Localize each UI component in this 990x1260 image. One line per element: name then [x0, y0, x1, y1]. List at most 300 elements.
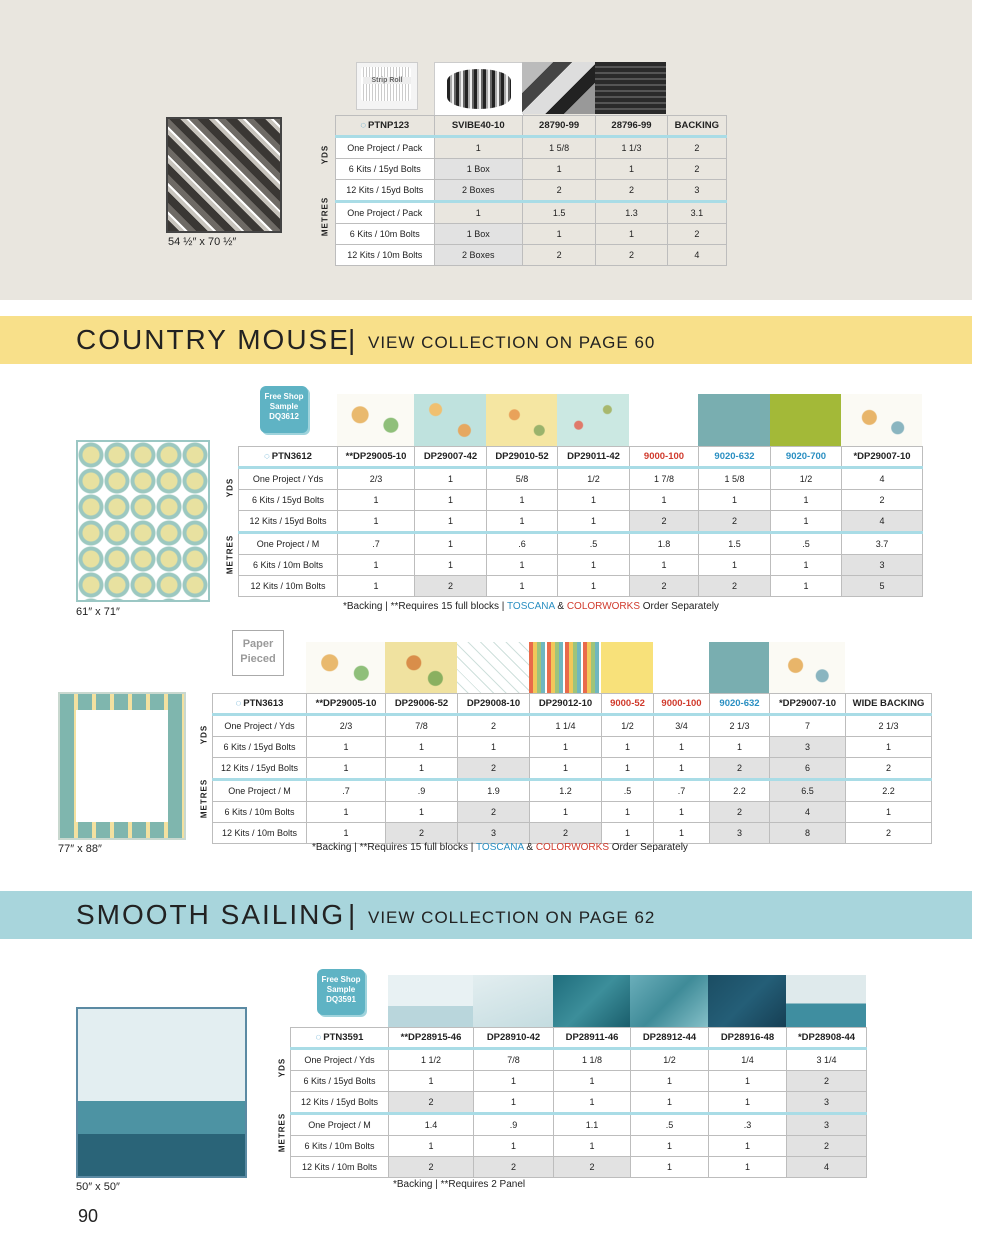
- table-cell: 1: [307, 758, 386, 780]
- table-cell: 1: [631, 1092, 709, 1114]
- table-cell: 2: [474, 1157, 554, 1178]
- fabric-code: DP28916-48: [709, 1028, 787, 1049]
- table-cell: 8: [770, 823, 846, 844]
- row-label: 12 Kits / 10m Bolts: [213, 823, 307, 844]
- tag-line: Pieced: [240, 653, 276, 665]
- table-cell: 2: [530, 823, 602, 844]
- table-note: [343, 601, 719, 612]
- quilt-image: [166, 117, 282, 233]
- strip-roll-tag: [356, 62, 418, 110]
- row-label: 12 Kits / 10m Bolts: [291, 1157, 389, 1178]
- table-row: [239, 468, 923, 490]
- table-cell: 1: [709, 1157, 787, 1178]
- table-cell: 1 1/2: [389, 1049, 474, 1071]
- title-separator: |: [348, 324, 356, 355]
- table-cell: 1 7/8: [630, 468, 699, 490]
- table-cell: 1/2: [602, 715, 654, 737]
- table-cell: 1 1/4: [530, 715, 602, 737]
- table-cell: 1.2: [530, 780, 602, 802]
- row-label: 6 Kits / 15yd Bolts: [213, 737, 307, 758]
- table-cell: 5: [842, 576, 923, 597]
- table-cell: 1: [386, 802, 458, 823]
- row-label: One Project / M: [213, 780, 307, 802]
- section-header: [0, 316, 972, 364]
- table-cell: 1: [338, 555, 415, 576]
- note-text: Order Separately: [609, 842, 688, 853]
- yds-label: YDS: [277, 1057, 287, 1078]
- note-text: Order Separately: [640, 601, 719, 612]
- fabric-swatch: [557, 394, 629, 446]
- pattern-number: PTN3591: [323, 1032, 364, 1043]
- table-cell: 1: [654, 823, 710, 844]
- table-cell: 1: [522, 159, 595, 180]
- table-cell: 1: [554, 1071, 631, 1092]
- table-cell: 1: [307, 802, 386, 823]
- table-cell: 1: [474, 1136, 554, 1157]
- table-cell: 4: [787, 1157, 867, 1178]
- table-row: [213, 823, 932, 844]
- table-cell: 1: [699, 490, 771, 511]
- table-cell: 2: [710, 758, 770, 780]
- note-toscana: TOSCANA: [506, 601, 555, 612]
- strip-roll-label: Strip Roll: [363, 77, 411, 84]
- pattern-icon: ◌: [264, 451, 270, 462]
- section-title: SMOOTH SAILING: [76, 899, 346, 930]
- table-cell: 2.2: [710, 780, 770, 802]
- table-cell: 1.4: [389, 1114, 474, 1136]
- table-cell: 2: [554, 1157, 631, 1178]
- table-row: [336, 180, 727, 202]
- pattern-icon: ◌: [235, 698, 242, 709]
- table-row: [239, 490, 923, 511]
- fabric-code: SVIBE40-10: [434, 116, 522, 137]
- fabric-swatch: [769, 642, 845, 694]
- tag-line: Paper: [242, 638, 274, 650]
- table-cell: 1.3: [596, 202, 667, 224]
- table-row: [336, 159, 727, 180]
- fabric-code: 9000-100: [654, 694, 710, 715]
- row-label: One Project / M: [291, 1114, 389, 1136]
- table-cell: 1: [386, 758, 458, 780]
- table-cell: 1 1/8: [554, 1049, 631, 1071]
- table-row: [239, 511, 923, 533]
- table-cell: 1: [522, 224, 595, 245]
- fabric-code: 9020-632: [710, 694, 770, 715]
- fabric-swatch: [770, 394, 841, 446]
- section-header: [0, 891, 972, 939]
- table-cell: 1: [771, 511, 842, 533]
- pattern-code: [336, 116, 435, 137]
- table-note: *Backing | **Requires 2 Panel: [393, 1179, 526, 1190]
- table-row: [336, 224, 727, 245]
- fabric-swatch: [653, 642, 709, 694]
- table-cell: 1: [709, 1092, 787, 1114]
- table-cell: 2: [458, 715, 530, 737]
- fabric-swatch: [457, 642, 529, 694]
- fabric-swatch: [434, 62, 524, 116]
- fabric-code: **DP29005-10: [307, 694, 386, 715]
- table-cell: 1: [415, 555, 487, 576]
- table-row: [213, 780, 932, 802]
- table-cell: 1: [530, 802, 602, 823]
- table-cell: 3: [770, 737, 846, 758]
- row-label: One Project / Yds: [213, 715, 307, 737]
- fabric-swatch: [385, 642, 457, 694]
- pattern-number: PTNP123: [367, 120, 410, 131]
- quilt-size: 77″ x 88″: [58, 843, 102, 855]
- yds-label: YDS: [225, 477, 235, 498]
- metres-label: METRES: [199, 778, 209, 819]
- table-cell: 1.5: [699, 533, 771, 555]
- table-cell: 2: [458, 758, 530, 780]
- table-cell: 1: [338, 576, 415, 597]
- table-cell: 1: [709, 1136, 787, 1157]
- row-label: 6 Kits / 15yd Bolts: [239, 490, 338, 511]
- table-cell: 2: [415, 576, 487, 597]
- fabric-swatch: [553, 975, 630, 1027]
- table-cell: 1: [338, 490, 415, 511]
- yardage-table: [238, 446, 923, 597]
- fabric-code: DP28911-46: [554, 1028, 631, 1049]
- table-cell: 1: [771, 576, 842, 597]
- fabric-swatch: [337, 394, 414, 446]
- table-cell: 6: [770, 758, 846, 780]
- table-cell: 7/8: [386, 715, 458, 737]
- fabric-swatch: [841, 394, 922, 446]
- table-cell: 2: [596, 245, 667, 266]
- fabric-code: DP29007-42: [415, 447, 487, 468]
- badge-line: Free Shop: [264, 392, 304, 401]
- row-label: One Project / Yds: [291, 1049, 389, 1071]
- pattern-icon: ◌: [315, 1032, 322, 1043]
- quilt-size: 54 ½″ x 70 ½″: [168, 236, 237, 248]
- table-cell: 1: [386, 737, 458, 758]
- table-row: [291, 1136, 867, 1157]
- table-cell: 1: [554, 1136, 631, 1157]
- table-cell: 1: [846, 737, 932, 758]
- row-label: 6 Kits / 10m Bolts: [336, 224, 435, 245]
- table-cell: 1: [631, 1071, 709, 1092]
- badge-line: DQ3591: [326, 995, 356, 1004]
- quilt-size: 50″ x 50″: [76, 1181, 120, 1193]
- row-label: 12 Kits / 15yd Bolts: [213, 758, 307, 780]
- table-cell: 1 1/3: [596, 137, 667, 159]
- table-cell: 3.7: [842, 533, 923, 555]
- fabric-code: **DP29005-10: [338, 447, 415, 468]
- table-cell: 1: [710, 737, 770, 758]
- table-cell: 4: [842, 511, 923, 533]
- table-cell: 2: [596, 180, 667, 202]
- table-cell: 1: [602, 737, 654, 758]
- yds-label: YDS: [199, 724, 209, 745]
- row-label: 6 Kits / 10m Bolts: [291, 1136, 389, 1157]
- table-cell: 1/2: [558, 468, 630, 490]
- fabric-swatch: [529, 642, 601, 694]
- table-cell: 1: [487, 555, 558, 576]
- table-cell: 2/3: [307, 715, 386, 737]
- fabric-swatch: [601, 642, 653, 694]
- table-cell: 1: [602, 823, 654, 844]
- fabric-swatch: [786, 975, 866, 1027]
- note-colorworks: COLORWORKS: [535, 842, 609, 853]
- table-cell: 3/4: [654, 715, 710, 737]
- table-cell: 3: [787, 1114, 867, 1136]
- row-label: 6 Kits / 15yd Bolts: [291, 1071, 389, 1092]
- table-row: [336, 137, 727, 159]
- table-cell: 2.2: [846, 780, 932, 802]
- fabric-code: DP29012-10: [530, 694, 602, 715]
- table-cell: 1 Box: [434, 159, 522, 180]
- table-cell: 1: [771, 555, 842, 576]
- table-cell: 2: [842, 490, 923, 511]
- quilt-image: [58, 692, 186, 840]
- note-text: *Backing | **Requires 15 full blocks |: [312, 842, 476, 853]
- fabric-code: *DP29007-10: [842, 447, 923, 468]
- table-cell: 1: [434, 202, 522, 224]
- table-cell: 1.1: [554, 1114, 631, 1136]
- quilt-size: 61″ x 71″: [76, 606, 120, 618]
- table-row: [291, 1114, 867, 1136]
- table-cell: 1 5/8: [522, 137, 595, 159]
- pattern-code: [291, 1028, 389, 1049]
- fabric-code: 9020-632: [699, 447, 771, 468]
- table-cell: 1: [699, 555, 771, 576]
- table-cell: 1: [558, 555, 630, 576]
- table-cell: 2: [710, 802, 770, 823]
- table-cell: 3 1/4: [787, 1049, 867, 1071]
- fabric-swatch: [388, 975, 473, 1027]
- table-cell: 1: [631, 1157, 709, 1178]
- fabric-code: 28790-99: [522, 116, 595, 137]
- table-cell: 2: [630, 576, 699, 597]
- table-cell: .5: [602, 780, 654, 802]
- collection-link[interactable]: VIEW COLLECTION ON PAGE 60: [368, 333, 656, 352]
- table-row: [213, 715, 932, 737]
- pattern-code: [239, 447, 338, 468]
- fabric-swatch: [306, 642, 385, 694]
- table-cell: 3: [667, 180, 726, 202]
- table-cell: 1: [415, 511, 487, 533]
- table-cell: .6: [487, 533, 558, 555]
- table-cell: 1: [458, 737, 530, 758]
- row-label: 12 Kits / 15yd Bolts: [291, 1092, 389, 1114]
- table-cell: 1: [415, 490, 487, 511]
- table-cell: 1/4: [709, 1049, 787, 1071]
- yardage-table: [290, 1027, 867, 1178]
- table-cell: 4: [770, 802, 846, 823]
- table-cell: 2: [389, 1157, 474, 1178]
- table-note: [312, 842, 688, 853]
- table-row: [239, 576, 923, 597]
- table-cell: 1: [487, 511, 558, 533]
- table-cell: 1: [307, 823, 386, 844]
- fabric-code: 28796-99: [596, 116, 667, 137]
- free-sample-badge: [317, 969, 365, 1015]
- table-cell: .3: [709, 1114, 787, 1136]
- fabric-code: 9000-52: [602, 694, 654, 715]
- table-cell: .7: [307, 780, 386, 802]
- table-row: [213, 737, 932, 758]
- badge-line: Free Shop: [321, 975, 361, 984]
- fabric-code: WIDE BACKING: [846, 694, 932, 715]
- table-cell: 2 1/3: [846, 715, 932, 737]
- table-cell: 1: [630, 490, 699, 511]
- table-cell: 2: [787, 1071, 867, 1092]
- table-cell: 7: [770, 715, 846, 737]
- table-cell: 1: [415, 468, 487, 490]
- note-text: &: [523, 842, 536, 853]
- table-cell: 1: [474, 1092, 554, 1114]
- table-cell: 3: [787, 1092, 867, 1114]
- table-cell: 1.5: [522, 202, 595, 224]
- table-cell: 1: [654, 802, 710, 823]
- fabric-swatch: [473, 975, 553, 1027]
- table-row: [336, 202, 727, 224]
- table-cell: 3: [458, 823, 530, 844]
- table-cell: 5/8: [487, 468, 558, 490]
- table-cell: .5: [631, 1114, 709, 1136]
- table-cell: 1: [630, 555, 699, 576]
- fabric-swatch: [708, 975, 786, 1027]
- fabric-swatch: [629, 394, 698, 446]
- row-label: 6 Kits / 15yd Bolts: [336, 159, 435, 180]
- fabric-swatch: [709, 642, 769, 694]
- row-label: 12 Kits / 10m Bolts: [239, 576, 338, 597]
- table-cell: 7/8: [474, 1049, 554, 1071]
- table-cell: 1: [846, 802, 932, 823]
- badge-line: DQ3612: [269, 412, 299, 421]
- table-cell: 1: [338, 511, 415, 533]
- table-cell: 1: [596, 159, 667, 180]
- fabric-swatch: [630, 975, 708, 1027]
- table-cell: 2: [522, 180, 595, 202]
- table-cell: .5: [558, 533, 630, 555]
- fabric-code: DP29011-42: [558, 447, 630, 468]
- table-cell: 1: [558, 490, 630, 511]
- pattern-number: PTN3612: [271, 451, 312, 462]
- table-cell: 2/3: [338, 468, 415, 490]
- note-colorworks: COLORWORKS: [566, 601, 640, 612]
- table-cell: 2: [522, 245, 595, 266]
- table-cell: 1 5/8: [699, 468, 771, 490]
- fabric-code: DP29006-52: [386, 694, 458, 715]
- badge-line: Sample: [326, 985, 356, 994]
- pattern-number: PTN3613: [243, 698, 284, 709]
- metres-label: METRES: [277, 1112, 287, 1153]
- table-cell: 2: [667, 159, 726, 180]
- row-label: One Project / Yds: [239, 468, 338, 490]
- yardage-table: [212, 693, 932, 844]
- collection-link[interactable]: VIEW COLLECTION ON PAGE 62: [368, 908, 656, 927]
- fabric-code: **DP28915-46: [389, 1028, 474, 1049]
- fabric-code: *DP29007-10: [770, 694, 846, 715]
- table-row: [336, 245, 727, 266]
- table-cell: 2 Boxes: [434, 245, 522, 266]
- table-cell: 2 Boxes: [434, 180, 522, 202]
- fabric-code: DP29010-52: [487, 447, 558, 468]
- table-cell: .9: [386, 780, 458, 802]
- table-cell: 1: [602, 758, 654, 780]
- table-cell: 2: [846, 758, 932, 780]
- quilt-image: [76, 1007, 247, 1178]
- table-cell: .7: [654, 780, 710, 802]
- table-cell: 2: [389, 1092, 474, 1114]
- row-label: 12 Kits / 15yd Bolts: [336, 180, 435, 202]
- table-row: [291, 1092, 867, 1114]
- table-cell: 2: [667, 224, 726, 245]
- table-cell: 1: [530, 758, 602, 780]
- table-cell: 1: [596, 224, 667, 245]
- row-label: 12 Kits / 15yd Bolts: [239, 511, 338, 533]
- table-cell: 2 1/3: [710, 715, 770, 737]
- table-row: [291, 1049, 867, 1071]
- pattern-icon: ◌: [360, 120, 366, 131]
- title-separator: |: [348, 899, 356, 930]
- table-cell: 3: [842, 555, 923, 576]
- yardage-table: [335, 115, 727, 266]
- table-row: [291, 1071, 867, 1092]
- table-cell: 2: [386, 823, 458, 844]
- fabric-swatch: [522, 62, 595, 114]
- table-cell: 4: [667, 245, 726, 266]
- table-cell: 1: [654, 737, 710, 758]
- table-cell: 1: [307, 737, 386, 758]
- fabric-code: DP28910-42: [474, 1028, 554, 1049]
- table-cell: 2: [667, 137, 726, 159]
- row-label: 6 Kits / 10m Bolts: [213, 802, 307, 823]
- table-row: [213, 802, 932, 823]
- table-row: [239, 555, 923, 576]
- note-text: *Backing | **Requires 15 full blocks |: [343, 601, 507, 612]
- table-cell: 1 Box: [434, 224, 522, 245]
- metres-label: METRES: [320, 196, 330, 237]
- badge-line: Sample: [269, 402, 299, 411]
- row-label: One Project / M: [239, 533, 338, 555]
- table-cell: 2: [699, 576, 771, 597]
- table-cell: 1: [771, 490, 842, 511]
- table-cell: 3.1: [667, 202, 726, 224]
- table-cell: .5: [771, 533, 842, 555]
- table-cell: 1: [474, 1071, 554, 1092]
- table-cell: 4: [842, 468, 923, 490]
- table-cell: 1: [558, 576, 630, 597]
- table-cell: 2: [630, 511, 699, 533]
- fabric-swatch: [595, 62, 666, 114]
- table-cell: 1: [558, 511, 630, 533]
- fabric-code: DP29008-10: [458, 694, 530, 715]
- table-cell: 2: [846, 823, 932, 844]
- table-cell: 1: [389, 1136, 474, 1157]
- row-label: 12 Kits / 10m Bolts: [336, 245, 435, 266]
- table-cell: .7: [338, 533, 415, 555]
- fabric-code: 9020-700: [771, 447, 842, 468]
- table-cell: 1: [434, 137, 522, 159]
- note-toscana: TOSCANA: [475, 842, 524, 853]
- row-label: One Project / Pack: [336, 137, 435, 159]
- table-row: [291, 1157, 867, 1178]
- table-cell: 1: [554, 1092, 631, 1114]
- table-cell: 1/2: [771, 468, 842, 490]
- yds-label: YDS: [320, 144, 330, 165]
- row-label: 6 Kits / 10m Bolts: [239, 555, 338, 576]
- table-cell: 1: [709, 1071, 787, 1092]
- fabric-swatch: [414, 394, 486, 446]
- metres-label: METRES: [225, 534, 235, 575]
- table-cell: 2: [699, 511, 771, 533]
- table-cell: 1.9: [458, 780, 530, 802]
- page-number: 90: [78, 1206, 99, 1226]
- table-cell: 1/2: [631, 1049, 709, 1071]
